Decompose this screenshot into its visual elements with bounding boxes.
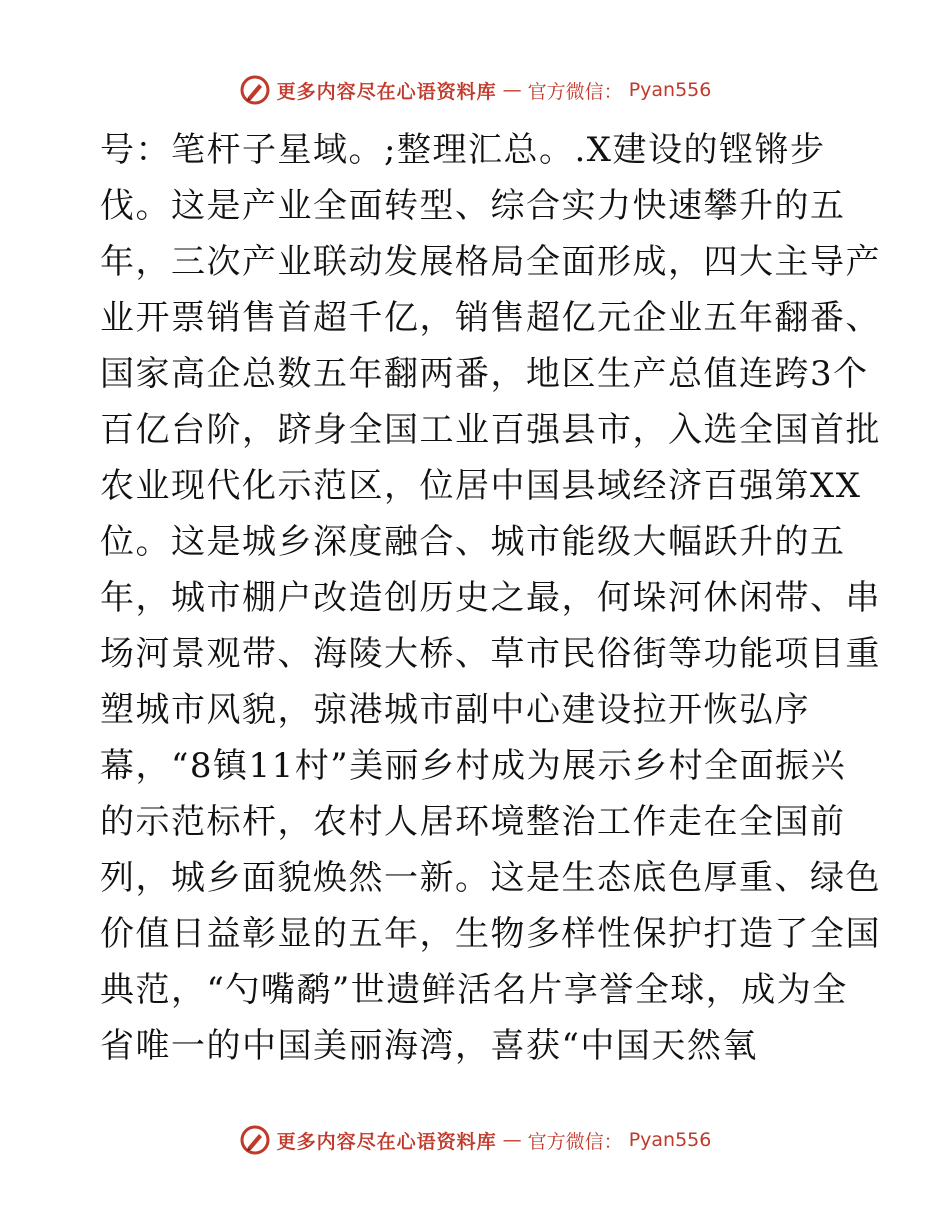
- text-line: 列，城乡面貌焕然一新。这是生态底色厚重、绿色: [100, 858, 881, 898]
- text-line: 年，城市棚户改造创历史之最，何垛河休闲带、串: [100, 578, 881, 618]
- banner-site-name: 更多内容尽在心语资料库: [276, 80, 497, 103]
- text-line: 国家高企总数五年翻两番，地区生产总值连跨3个: [100, 354, 869, 394]
- pen-logo-icon: [239, 74, 271, 106]
- text-line: 年，三次产业联动发展格局全面形成，四大主导产: [100, 242, 881, 282]
- text-line: 的示范标杆，农村人居环境整治工作走在全国前: [100, 802, 846, 842]
- text-line: 业开票销售首超千亿，销售超亿元企业五年翻番、: [100, 298, 881, 338]
- banner-wechat-id: Pyan556: [628, 1129, 712, 1151]
- text-line: 农业现代化示范区，位居中国县域经济百强第XX: [100, 466, 862, 506]
- banner-wechat-label: 官方微信：: [527, 80, 623, 103]
- text-line: 价值日益彰显的五年，生物多样性保护打造了全国: [100, 914, 881, 954]
- banner-separator: —: [502, 1129, 522, 1151]
- footer-watermark-banner: [0, 1120, 950, 1160]
- text-line: 伐。这是产业全面转型、综合实力快速攀升的五: [100, 186, 846, 226]
- text-line: 省唯一的中国美丽海湾，喜获“中国天然氧: [100, 1026, 758, 1066]
- banner-wechat-id: Pyan556: [628, 79, 712, 101]
- text-line: 号：笔杆子星域。;整理汇总。.X建设的铿锵步: [100, 130, 826, 170]
- text-line: 场河景观带、海陵大桥、草市民俗街等功能项目重: [100, 634, 881, 674]
- document-body: [100, 122, 881, 1074]
- pen-logo-icon: [239, 1124, 271, 1156]
- banner-separator: —: [502, 79, 522, 101]
- banner-site-name: 更多内容尽在心语资料库: [276, 1130, 497, 1153]
- header-watermark-banner: [0, 70, 950, 110]
- banner-wechat-label: 官方微信：: [527, 1130, 623, 1153]
- text-line: 典范，“勺嘴鹬”世遗鲜活名片享誉全球，成为全: [100, 970, 848, 1010]
- text-line: 位。这是城乡深度融合、城市能级大幅跃升的五: [100, 522, 846, 562]
- text-line: 幕，“8镇11村”美丽乡村成为展示乡村全面振兴: [100, 746, 847, 786]
- text-line: 百亿台阶，跻身全国工业百强县市，入选全国首批: [100, 410, 881, 450]
- text-line: 塑城市风貌，弶港城市副中心建设拉开恢弘序: [100, 690, 810, 730]
